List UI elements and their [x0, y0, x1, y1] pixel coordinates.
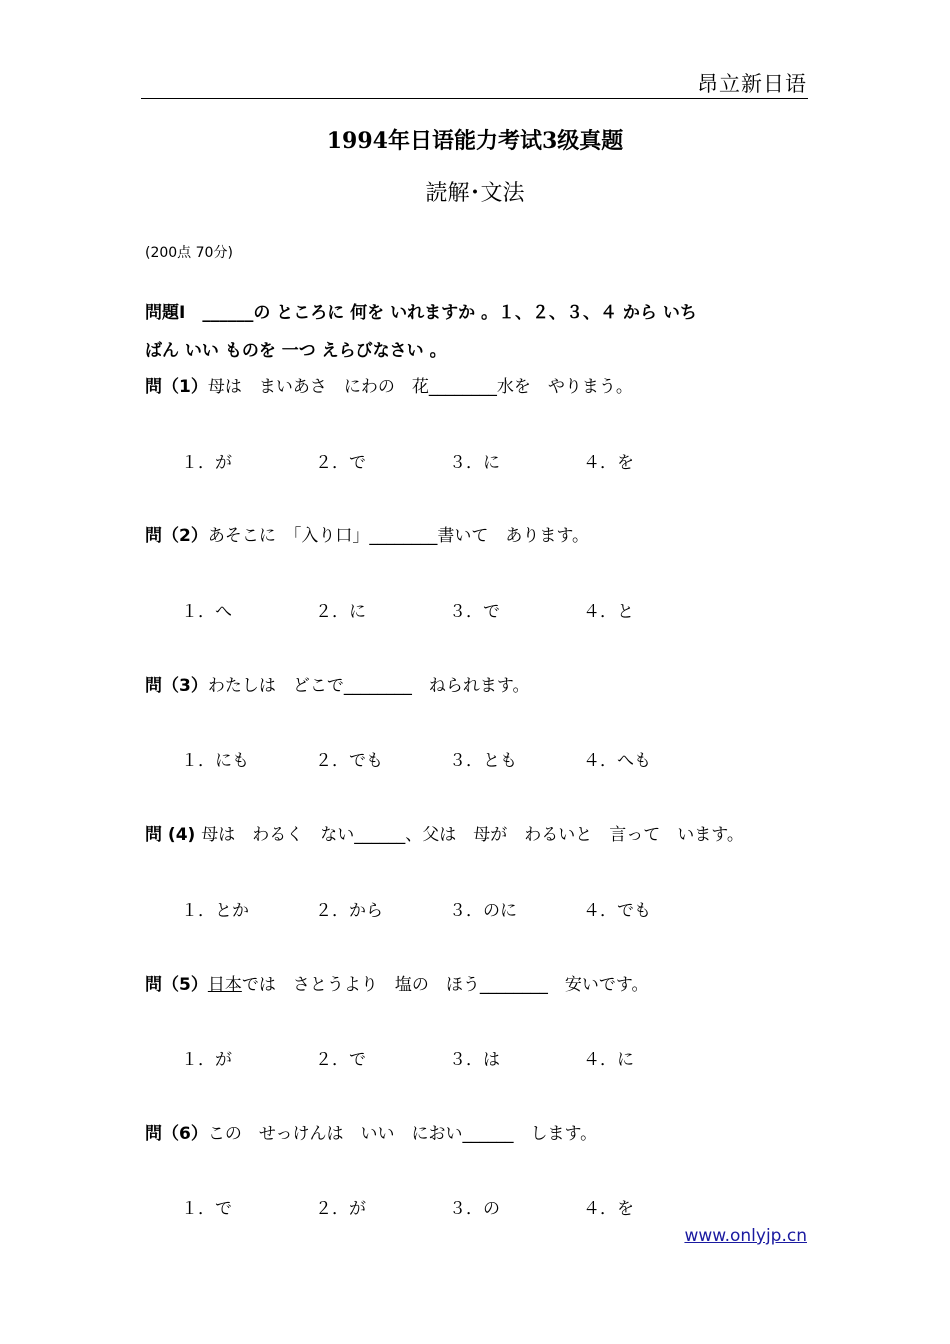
question-text-tail: 書いて あります。	[437, 526, 589, 546]
option-1: １．が	[181, 1050, 232, 1070]
option-2: ２．でも	[315, 751, 383, 771]
instructions-line-1: 問題Ⅰ ______の ところに 何を いれますか 。１、２、３、４ から いち	[145, 303, 697, 323]
option-4: ４．を	[583, 1199, 634, 1219]
option-1: １．へ	[181, 602, 232, 622]
question-text-tail: 水を やりまう。	[496, 377, 633, 397]
question-text: この せっけんは いい におい	[207, 1124, 463, 1144]
score-info: (200点 70分)	[145, 245, 233, 261]
option-1: １．が	[181, 453, 232, 473]
option-2: ２．に	[315, 602, 366, 622]
question-number: 問（5）	[145, 975, 208, 995]
question-6	[145, 1119, 597, 1144]
question-text-tail: ねられます。	[411, 676, 530, 696]
header-brand: 昂立新日语	[697, 72, 807, 96]
page-title: 1994年日语能力考试3级真题	[326, 128, 624, 154]
question-number: 問 (4)	[145, 825, 202, 845]
option-2: ２．が	[315, 1199, 366, 1219]
option-4: ４．に	[583, 1050, 634, 1070]
question-text: 母は まいあさ にわの 花	[207, 377, 429, 397]
underlined-word: 日本	[207, 975, 242, 995]
question-text-tail: します。	[513, 1124, 598, 1144]
option-1: １．で	[181, 1199, 232, 1219]
question-text-tail: 安いです。	[547, 975, 649, 995]
footer-website-link[interactable]: www.onlyjp.cn	[684, 1226, 807, 1246]
option-4: ４．でも	[583, 901, 651, 921]
question-number: 問（6）	[145, 1124, 208, 1144]
question-1	[145, 372, 633, 397]
answer-blank: ______	[462, 1124, 514, 1144]
option-3: ３．で	[449, 602, 500, 622]
option-3: ３．に	[449, 453, 500, 473]
question-2	[145, 521, 589, 546]
question-5	[145, 970, 648, 995]
page-subtitle: 読解･文法	[425, 181, 525, 206]
answer-blank: ________	[369, 526, 438, 546]
question-number: 問（3）	[145, 676, 208, 696]
question-text: あそこに 「入り口」	[207, 526, 370, 546]
answer-blank: ______	[354, 825, 406, 845]
option-4: ４．へも	[583, 751, 651, 771]
option-3: ３．の	[449, 1199, 500, 1219]
answer-blank: ________	[343, 676, 412, 696]
option-4: ４．を	[583, 453, 634, 473]
question-4	[145, 820, 744, 845]
question-text: では さとうより 塩の ほう	[241, 975, 480, 995]
question-text: わたしは どこで	[207, 676, 344, 696]
question-text: 母は わるく ない	[201, 825, 355, 845]
option-1: １．とか	[181, 901, 249, 921]
option-3: ３．とも	[449, 751, 517, 771]
question-number: 問（2）	[145, 526, 208, 546]
option-3: ３．のに	[449, 901, 517, 921]
option-3: ３．は	[449, 1050, 500, 1070]
option-2: ２．から	[315, 901, 383, 921]
option-2: ２．で	[315, 453, 366, 473]
question-text-tail: 、父は 母が わるいと 言って います。	[405, 825, 744, 845]
option-2: ２．で	[315, 1050, 366, 1070]
option-1: １．にも	[181, 751, 249, 771]
answer-blank: ________	[428, 377, 497, 397]
option-4: ４．と	[583, 602, 634, 622]
question-3	[145, 671, 529, 696]
question-number: 問（1）	[145, 377, 208, 397]
instructions-line-2: ばん いい ものを 一つ えらびなさい 。	[145, 341, 447, 361]
answer-blank: ________	[479, 975, 548, 995]
header-divider	[141, 98, 808, 99]
